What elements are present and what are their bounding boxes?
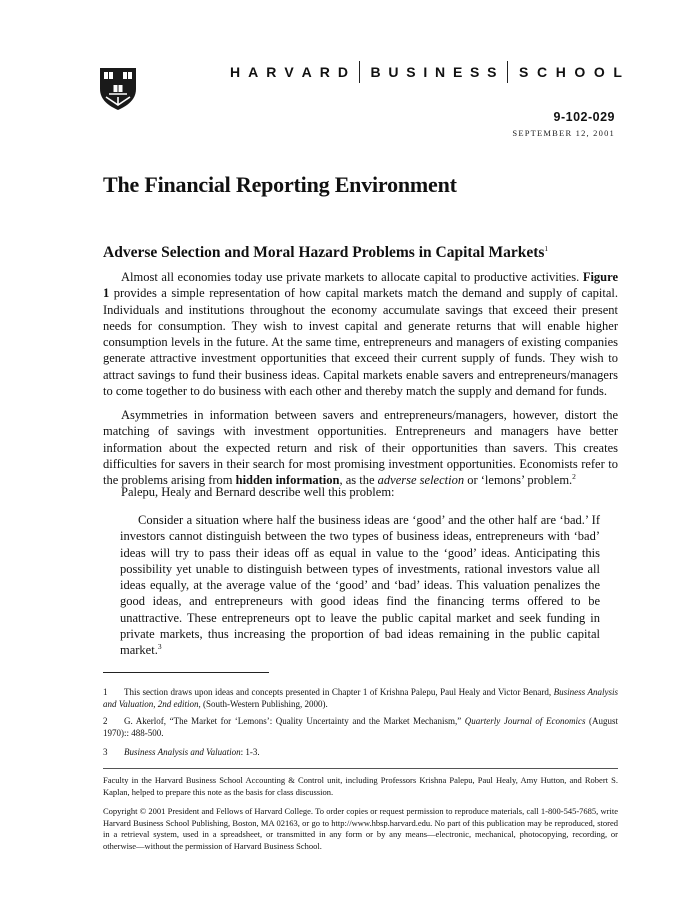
footnote-journal-title: Quarterly Journal of Economics — [464, 716, 586, 726]
paragraph-3: Palepu, Healy and Bernard describe well this problem: — [121, 485, 395, 499]
wordmark-letter: C — [536, 64, 548, 80]
wordmark-letter: I — [423, 64, 428, 80]
paragraph-1 — [103, 269, 618, 399]
wordmark-letter: R — [266, 64, 277, 80]
footnote-text: G. Akerlof, “The Market for ‘Lemons’: Quality Uncertainty and the Market Mechanism,” — [124, 716, 465, 726]
footnote-tail: : 1-3. — [240, 747, 260, 757]
paragraph-1-text-b: provides a simple representation of how capital markets match the demand and supply of capital. Individuals and institutions throughout the economy accumulate savings that exceed their present needs for consumption. They wish to invest capital and generate returns that will enable higher consumption levels in the future. At the same time, entrepreneurs and managers of existing companies generate attractive investment opportunities that exceed their current supply of funds. They wish to attract savings to fund their business ideas. Capital markets enable savers and entrepreneurs/managers to come together to do business with each other and thereby match the supply and demand for funds. — [103, 286, 618, 399]
footnote-1 — [103, 686, 618, 710]
footnote-marker: 1 — [544, 243, 549, 253]
section-heading — [103, 244, 548, 262]
footnote-tail: (August 1970):: 488-500. — [103, 716, 619, 738]
wordmark-letter: O — [593, 64, 605, 80]
wordmark-divider — [507, 61, 508, 83]
wordmark-letter: N — [435, 64, 446, 80]
page-title: The Financial Reporting Environment — [103, 172, 457, 197]
wordmark-letter: S — [470, 64, 480, 80]
bottom-divider — [103, 768, 618, 769]
wordmark-letter: R — [319, 64, 330, 80]
footnote-marker: 2 — [572, 472, 576, 482]
faculty-note: Faculty in the Harvard Business School Accounting & Control unit, including Professors Krishna Palepu, Paul Healy, Amy Hutton, and Robert S. Kaplan, helped to prepare this note as the basis for class discussion. — [103, 775, 618, 797]
wordmark-divider — [359, 61, 360, 83]
school-wordmark — [230, 62, 622, 82]
wordmark-letter: B — [370, 64, 381, 80]
footnote-number: 2 — [103, 716, 108, 726]
document-date: SEPTEMBER 12, 2001 — [512, 128, 615, 138]
block-quote-text: Consider a situation where half the business ideas are ‘good’ and the other half are ‘bad.’ If investors cannot distinguish between the two types of business ideas, entrepreneurs with ‘bad’ ideas will try to pass their ideas off as equal in value to the ‘good’ ideas. Anticipating this possibility yet unable to distinguish between types of investments, rational investors value all ideas equally, at the average value of the ‘good’ and ‘bad’ ideas. This valuation penalizes the good ideas, and entrepreneurs with good ideas find the financing terms offered to be unattractive. These entrepreneurs opt to leave the public capital market and seek funding in private markets, thus increasing the proportion of bad ideas remaining in the public capital market. — [120, 513, 600, 658]
paragraph-2 — [103, 407, 618, 488]
footnote-book-title: Business Analysis and Valuation — [124, 747, 241, 757]
wordmark-letter: H — [230, 64, 241, 80]
footnote-divider — [103, 672, 269, 673]
paragraph-2-text-b: , as the — [339, 473, 378, 488]
wordmark-letter: O — [574, 64, 586, 80]
footnote-book-title: Business Analysis and Valuation, 2nd edition — [103, 687, 618, 709]
wordmark-letter: H — [555, 64, 566, 80]
footnote-tail: , (South-Western Publishing, 2000). — [198, 699, 328, 709]
copyright-notice: Copyright © 2001 President and Fellows of Harvard College. To order copies or request permission to reproduce materials, call 1-800-545-7685, write Harvard Business School Publishing, Boston, MA 02163, or go to http://www.hbsp.harvard.edu. No part of this publication may be reproduced, stored in a retrieval system, used in a spreadsheet, or transmitted in any form or by any means—electronic, mechanical, photocopying, recording, or otherwise—without the permission of Harvard Business School. — [103, 806, 618, 851]
wordmark-school — [519, 64, 622, 80]
wordmark-letter: L — [613, 64, 622, 80]
wordmark-letter: V — [284, 64, 294, 80]
wordmark-letter: S — [519, 64, 529, 80]
figure-reference: Figure 1 — [103, 270, 618, 301]
paragraph-2-text-a: Asymmetries in information between savers and entrepreneurs/managers, however, distort the matching of savings with investment opportunities. Entrepreneurs and managers have better information about the expected return and risk of their opportunities than savers. This creates difficulties for savers in their search for most promising investment opportunities. Economists refer to the problems arising from — [103, 408, 618, 488]
footnote-marker: 3 — [157, 642, 162, 652]
wordmark-letter: D — [337, 64, 348, 80]
wordmark-letter: A — [301, 64, 312, 80]
footnote-2 — [103, 715, 618, 739]
harvard-shield-icon — [99, 67, 137, 111]
section-heading-text: Adverse Selection and Moral Hazard Problems in Capital Markets — [103, 244, 545, 261]
paragraph-1-text-a: Almost all economies today use private markets to allocate capital to productive activities. — [121, 270, 583, 284]
block-quote — [120, 512, 600, 659]
wordmark-letter: A — [248, 64, 259, 80]
paragraph-2-text-c: or ‘lemons’ problem. — [464, 473, 573, 488]
footnote-text: This section draws upon ideas and concepts presented in Chapter 1 of Krishna Palepu, Paul Healy and Victor Benard, — [124, 687, 554, 697]
footnote-3 — [103, 746, 618, 758]
document-number: 9-102-029 — [553, 110, 615, 124]
wordmark-business — [371, 64, 497, 80]
wordmark-letter: S — [487, 64, 497, 80]
footnote-number: 3 — [103, 747, 108, 757]
footnote-number: 1 — [103, 687, 108, 697]
wordmark-letter: S — [406, 64, 416, 80]
wordmark-harvard — [230, 64, 348, 80]
hidden-information-term: hidden information — [235, 473, 340, 488]
wordmark-letter: E — [452, 64, 463, 80]
wordmark-letter: U — [388, 64, 399, 80]
adverse-selection-term: adverse selection — [377, 473, 465, 488]
